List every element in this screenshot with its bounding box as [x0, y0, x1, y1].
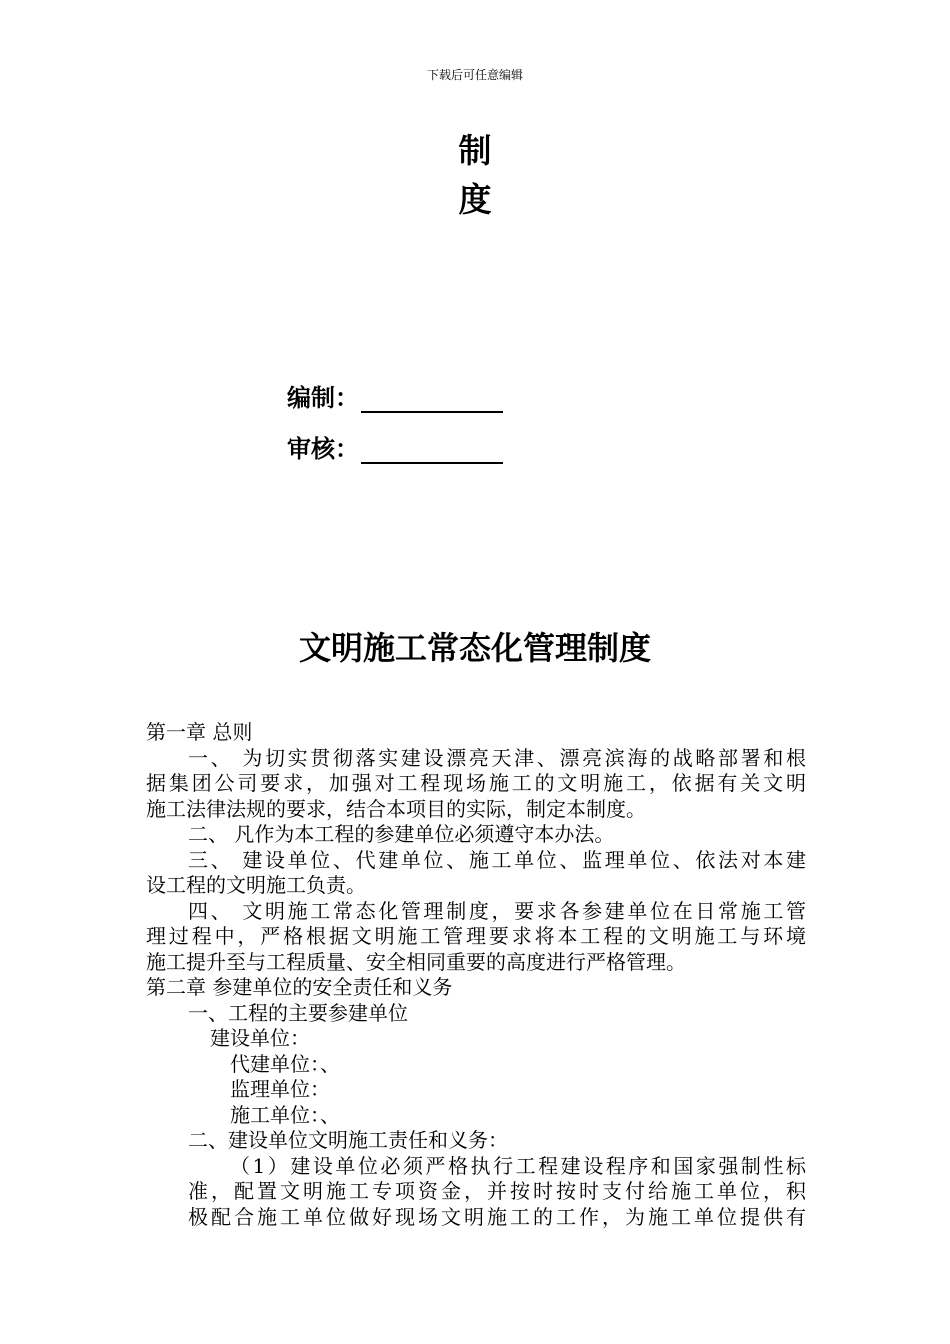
- cover-title-char-2: 度: [458, 180, 492, 219]
- body-line: 四、 文明施工常态化管理制度，要求各参建单位在日常施工管: [188, 898, 806, 923]
- participant-line: 监理单位：: [230, 1077, 330, 1101]
- body-line: 二、 凡作为本工程的参建单位必须遵守本办法。: [188, 822, 615, 846]
- body-line: 施工提升至与工程质量、安全相同重要的高度进行严格管理。: [146, 949, 686, 974]
- body-line: （1）建设单位必须严格执行工程建设程序和国家强制性标: [230, 1153, 806, 1178]
- prepared-by-blank: [361, 385, 503, 413]
- body-line: 三、 建设单位、代建单位、施工单位、监理单位、依法对本建: [188, 847, 806, 872]
- reviewed-by-label: 审核：: [287, 435, 359, 463]
- chapter-2-heading: 第二章 参建单位的安全责任和义务: [146, 975, 453, 999]
- body-line: 据集团公司要求，加强对工程现场施工的文明施工，依据有关文明: [146, 771, 806, 795]
- body-line: 理过程中，严格根据文明施工管理要求将本工程的文明施工与环境: [146, 924, 806, 948]
- participant-line: 建设单位：: [210, 1026, 310, 1050]
- reviewed-by-blank: [361, 436, 503, 464]
- body-line: 准，配置文明施工专项资金，并按时按时支付给施工单位，积: [188, 1179, 806, 1203]
- document-title: 文明施工常态化管理制度: [298, 629, 651, 667]
- body-line: 极配合施工单位做好现场文明施工的工作，为施工单位提供有: [188, 1204, 806, 1229]
- section-heading: 二、建设单位文明施工责任和义务：: [188, 1128, 508, 1152]
- prepared-by-row: [287, 383, 503, 413]
- chapter-1-heading: 第一章 总则: [146, 720, 253, 744]
- participant-line: 施工单位：、: [230, 1102, 340, 1127]
- body-line: 施工法律法规的要求，结合本项目的实际，制定本制度。: [146, 796, 646, 821]
- section-heading: 一、工程的主要参建单位: [188, 1000, 408, 1025]
- cover-title-char-1: 制: [458, 131, 492, 170]
- document-body: [146, 720, 806, 1230]
- body-line: 一、 为切实贯彻落实建设漂亮天津、漂亮滨海的战略部署和根: [188, 745, 806, 770]
- reviewed-by-row: [287, 434, 503, 464]
- body-line: 设工程的文明施工负责。: [146, 873, 366, 897]
- header-note: 下载后可任意编辑: [426, 68, 523, 82]
- prepared-by-label: 编制：: [287, 384, 359, 412]
- participant-line: 代建单位：、: [230, 1051, 340, 1076]
